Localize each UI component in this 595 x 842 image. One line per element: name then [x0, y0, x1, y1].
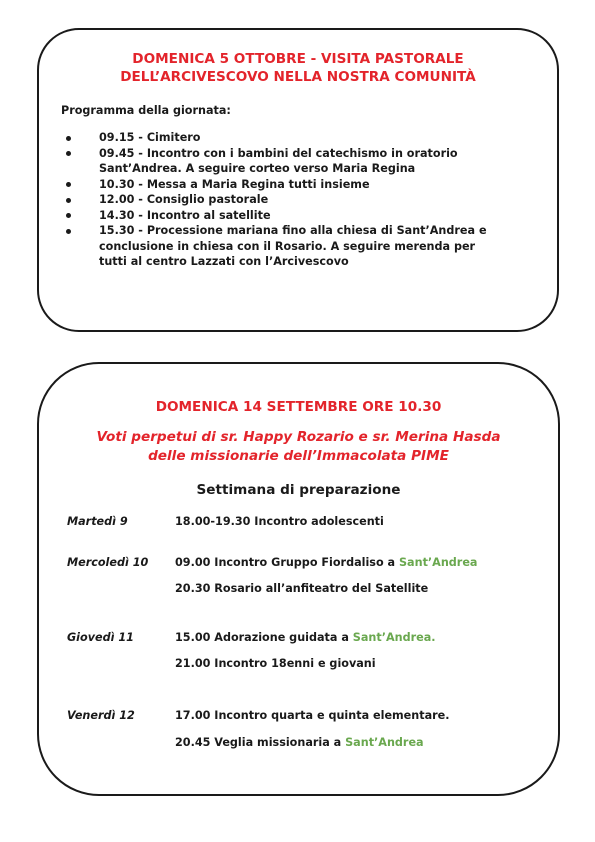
subtitle-line: delle missionarie dell’Immacolata PIME [148, 447, 449, 464]
event-line [175, 556, 477, 569]
event-text: 21.00 Incontro 18enni e giovani [175, 657, 376, 670]
day-label: Martedì 9 [67, 515, 128, 528]
item-text: 15.30 - Processione mariana fino alla chiesa di Sant’Andrea e [99, 224, 487, 237]
title-line: DELL’ARCIVESCOVO NELLA NOSTRA COMUNITÀ [120, 69, 476, 85]
day-label: Mercoledì 10 [67, 556, 149, 569]
list-item [61, 130, 539, 146]
event-line [175, 657, 376, 670]
vows-subtitle [39, 428, 558, 465]
event-line [175, 736, 424, 749]
list-item [61, 208, 539, 224]
list-item [61, 146, 539, 177]
event-place: Sant’Andrea [345, 736, 424, 749]
item-text: 09.15 - Cimitero [99, 131, 201, 144]
item-text: 09.45 - Incontro con i bambini del catechismo in oratorio [99, 146, 458, 160]
vows-box [37, 362, 560, 796]
subtitle-line: Voti perpetui di sr. Happy Rozario e sr. Merina Hasda [96, 429, 501, 445]
day-label: Venerdì 12 [67, 709, 135, 722]
program-subtitle: Programma della giornata: [61, 104, 231, 117]
day-label: Giovedì 11 [67, 631, 134, 644]
event-place: Sant’Andrea [399, 556, 478, 569]
event-line [175, 709, 450, 722]
item-text: Sant’Andrea. A seguire corteo verso Maria Regina [99, 162, 416, 175]
pastoral-visit-box [37, 28, 559, 332]
item-text: 14.30 - Incontro al satellite [99, 208, 271, 222]
program-list [61, 130, 539, 270]
event-text: 18.00-19.30 Incontro adolescenti [175, 515, 384, 528]
event-line [175, 582, 428, 595]
event-place: Sant’Andrea. [352, 631, 436, 644]
item-text: conclusione in chiesa con il Rosario. A seguire merenda per [99, 239, 476, 253]
title-line: DOMENICA 5 OTTOBRE - VISITA PASTORALE [132, 51, 464, 67]
item-text: 10.30 - Messa a Maria Regina tutti insieme [99, 177, 370, 191]
event-line [175, 631, 436, 644]
list-item [61, 177, 539, 193]
vows-title: DOMENICA 14 SETTEMBRE ORE 10.30 [155, 399, 442, 415]
event-text: 20.45 Veglia missionaria a [175, 736, 346, 749]
list-item [61, 192, 539, 208]
pastoral-visit-title [39, 50, 557, 86]
event-text: 17.00 Incontro quarta e quinta elementare. [175, 709, 450, 722]
list-item [61, 223, 539, 270]
event-text: 20.30 Rosario all’anfiteatro del Satellite [175, 582, 429, 595]
item-text: 12.00 - Consiglio pastorale [99, 193, 269, 206]
event-line [175, 515, 384, 528]
event-text: 15.00 Adorazione guidata a [175, 631, 353, 644]
item-text: tutti al centro Lazzati con l’Arcivescovo [99, 255, 349, 268]
week-title: Settimana di preparazione [196, 482, 401, 498]
event-text: 09.00 Incontro Gruppo Fiordaliso a [175, 556, 399, 569]
